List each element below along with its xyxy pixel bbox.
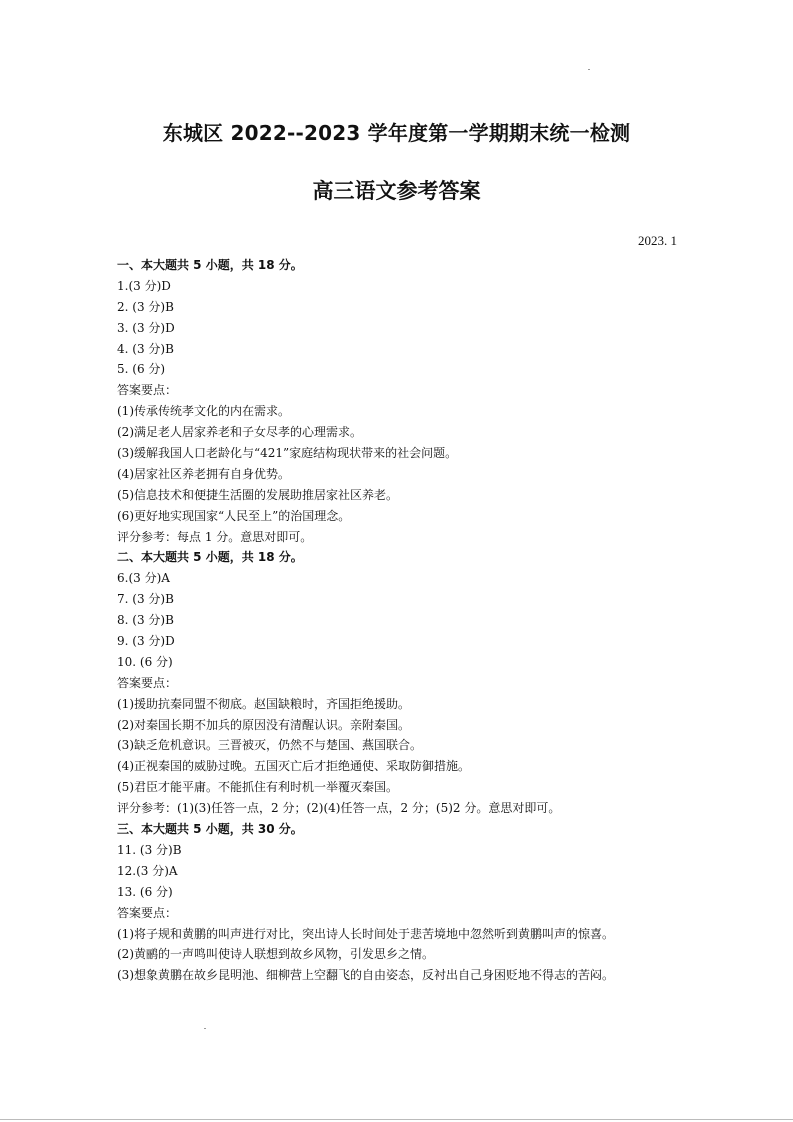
scoring-note: 评分参考：每点 1 分。意思对即可。	[117, 529, 313, 544]
answer-line: 2. (3 分)B	[117, 299, 174, 314]
key-point: (6)更好地实现国家“人民至上”的治国理念。	[117, 508, 351, 523]
key-points-label: 答案要点：	[117, 383, 178, 398]
key-point: (2)对秦国长期不加兵的原因没有清醒认识。亲附秦国。	[117, 717, 411, 732]
answer-line: 1.(3 分)D	[117, 278, 171, 293]
key-point: (3)缓解我国人口老龄化与“421”家庭结构现状带来的社会问题。	[117, 446, 458, 461]
key-point: (4)居家社区养老拥有自身优势。	[117, 466, 290, 481]
key-points-label: 答案要点：	[117, 675, 178, 690]
answer-line: 5. (6 分)	[117, 362, 166, 377]
answer-line: 10. (6 分)	[117, 654, 173, 669]
document-title: 东城区 2022--2023 学年度第一学期期末统一检测	[162, 121, 631, 145]
key-point: (4)正视秦国的威胁过晚。五国灭亡后才拒绝通使、采取防御措施。	[117, 759, 471, 774]
key-point: (1)援助抗秦同盟不彻底。赵国缺粮时，齐国拒绝援助。	[117, 696, 411, 711]
answer-line: 11. (3 分)B	[117, 842, 182, 857]
answer-line: 13. (6 分)	[117, 884, 173, 899]
key-points-label: 答案要点：	[117, 905, 178, 920]
section-heading-2: 二、本大题共 5 小题，共 18 分。	[117, 550, 303, 565]
key-point: (2)黄鹂的一声鸣叫使诗人联想到故乡风物，引发思乡之情。	[117, 947, 435, 962]
section-heading-1: 一、本大题共 5 小题，共 18 分。	[117, 258, 303, 272]
key-point: (1)传承传统孝文化的内在需求。	[117, 404, 290, 419]
answer-line: 12.(3 分)A	[117, 863, 178, 878]
document-date: 2023. 1	[638, 233, 677, 248]
key-point: (3)想象黄鹏在故乡昆明池、细柳营上空翻飞的自由姿态，反衬出自己身困贬地不得志的苦闷。	[117, 968, 615, 983]
answer-line: 4. (3 分)B	[117, 341, 174, 356]
key-point: (3)缺乏危机意识。三晋被灭，仍然不与楚国、燕国联合。	[117, 738, 423, 753]
key-point: (1)将子规和黄鹏的叫声进行对比，突出诗人长时间处于悲苦境地中忽然听到黄鹏叫声的惊喜。	[117, 926, 615, 941]
section-heading-3: 三、本大题共 5 小题，共 30 分。	[117, 822, 303, 837]
key-point: (5)信息技术和便捷生活圈的发展助推居家社区养老。	[117, 487, 399, 502]
page-bottom-edge	[0, 1119, 793, 1120]
answer-content	[117, 255, 682, 986]
answer-line: 8. (3 分)B	[117, 613, 174, 628]
scan-speck	[588, 69, 590, 70]
scan-speck	[204, 1028, 206, 1029]
answer-line: 3. (3 分)D	[117, 320, 175, 335]
key-point: (2)满足老人居家养老和子女尽孝的心理需求。	[117, 425, 362, 440]
document-subtitle: 高三语文参考答案	[312, 179, 481, 203]
scoring-note: 评分参考：(1)(3)任答一点，2 分；(2)(4)任答一点，2 分；(5)2 分。意思对即可。	[117, 801, 561, 816]
answer-line: 7. (3 分)B	[117, 592, 174, 607]
key-point: (5)君臣才能平庸。不能抓住有利时机一举覆灭秦国。	[117, 780, 399, 795]
answer-line: 6.(3 分)A	[117, 571, 170, 586]
answer-line: 9. (3 分)D	[117, 634, 175, 649]
